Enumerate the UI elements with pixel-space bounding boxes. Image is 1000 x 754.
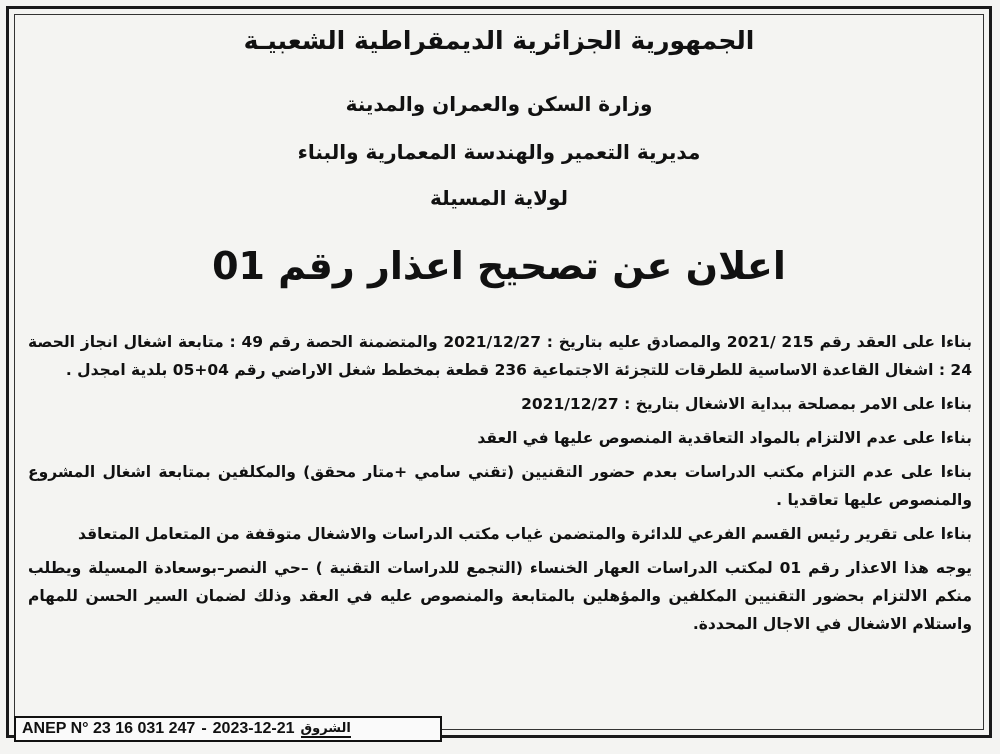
anep-reference — [14, 716, 442, 742]
anep-separator: - — [201, 720, 207, 737]
ministry-heading: وزارة السكن والعمران والمدينة — [345, 92, 653, 116]
republic-heading: الجمهورية الجزائرية الديمقراطية الشعبيـة — [243, 26, 755, 55]
notice-body — [28, 328, 972, 644]
newspaper-name: الشروق — [300, 720, 351, 736]
directorate-heading: مديرية التعمير والهندسة المعمارية والبناء — [297, 140, 701, 164]
body-paragraph-noncompliance: بناءا على عدم الالتزام بالمواد التعاقدية المنصوص عليها في العقد — [477, 429, 972, 447]
publication-date: 2023-12-21 — [212, 720, 295, 737]
body-paragraph-report: بناءا على تقرير رئيس القسم الفرعي للدائرة والمتضمن غياب مكتب الدراسات والاشغال متوقفة من المتعامل المتعاقد — [78, 525, 972, 543]
body-paragraph-technicians: بناءا على عدم التزام مكتب الدراسات بعدم حضور التقنيين (تقني سامي +متار محقق) والمكلفين بمتابعة اشغال المشروع والمنصوص عليها تعاقديا . — [28, 463, 972, 509]
body-paragraph-contract: بناءا على العقد رقم 215 /2021 والمصادق عليه بتاريخ : 2021/12/27 والمتضمنة الحصة رقم 49 : متابعة اشغال انجاز الحصة 24 : اشغال القاعدة الاساسية للطرقات للتجزئة الاجتماعية 236 قطعة بمخطط شغل الاراضي رقم 04+05 بلدية امجدل . — [28, 333, 972, 379]
wilaya-heading: لولاية المسيلة — [429, 186, 569, 210]
notice-title: اعلان عن تصحيح اعذار رقم 01 — [212, 244, 786, 288]
anep-number: ANEP N° 23 16 031 247 — [22, 720, 196, 737]
body-paragraph-notice: يوجه هذا الاعذار رقم 01 لمكتب الدراسات العهار الخنساء (التجمع للدراسات التقنية ) –حي النصر–بوسعادة المسيلة ويطلب منكم الالتزام بحضور التقنيين المكلفين والمؤهلين بالمتابعة والمنصوص عليه في العقد وذلك لضمان السير الحسن للمهام واستلام الاشغال في الاجال المحددة. — [28, 559, 972, 633]
body-paragraph-order: بناءا على الامر بمصلحة ببداية الاشغال بتاريخ : 2021/12/27 — [521, 395, 972, 413]
